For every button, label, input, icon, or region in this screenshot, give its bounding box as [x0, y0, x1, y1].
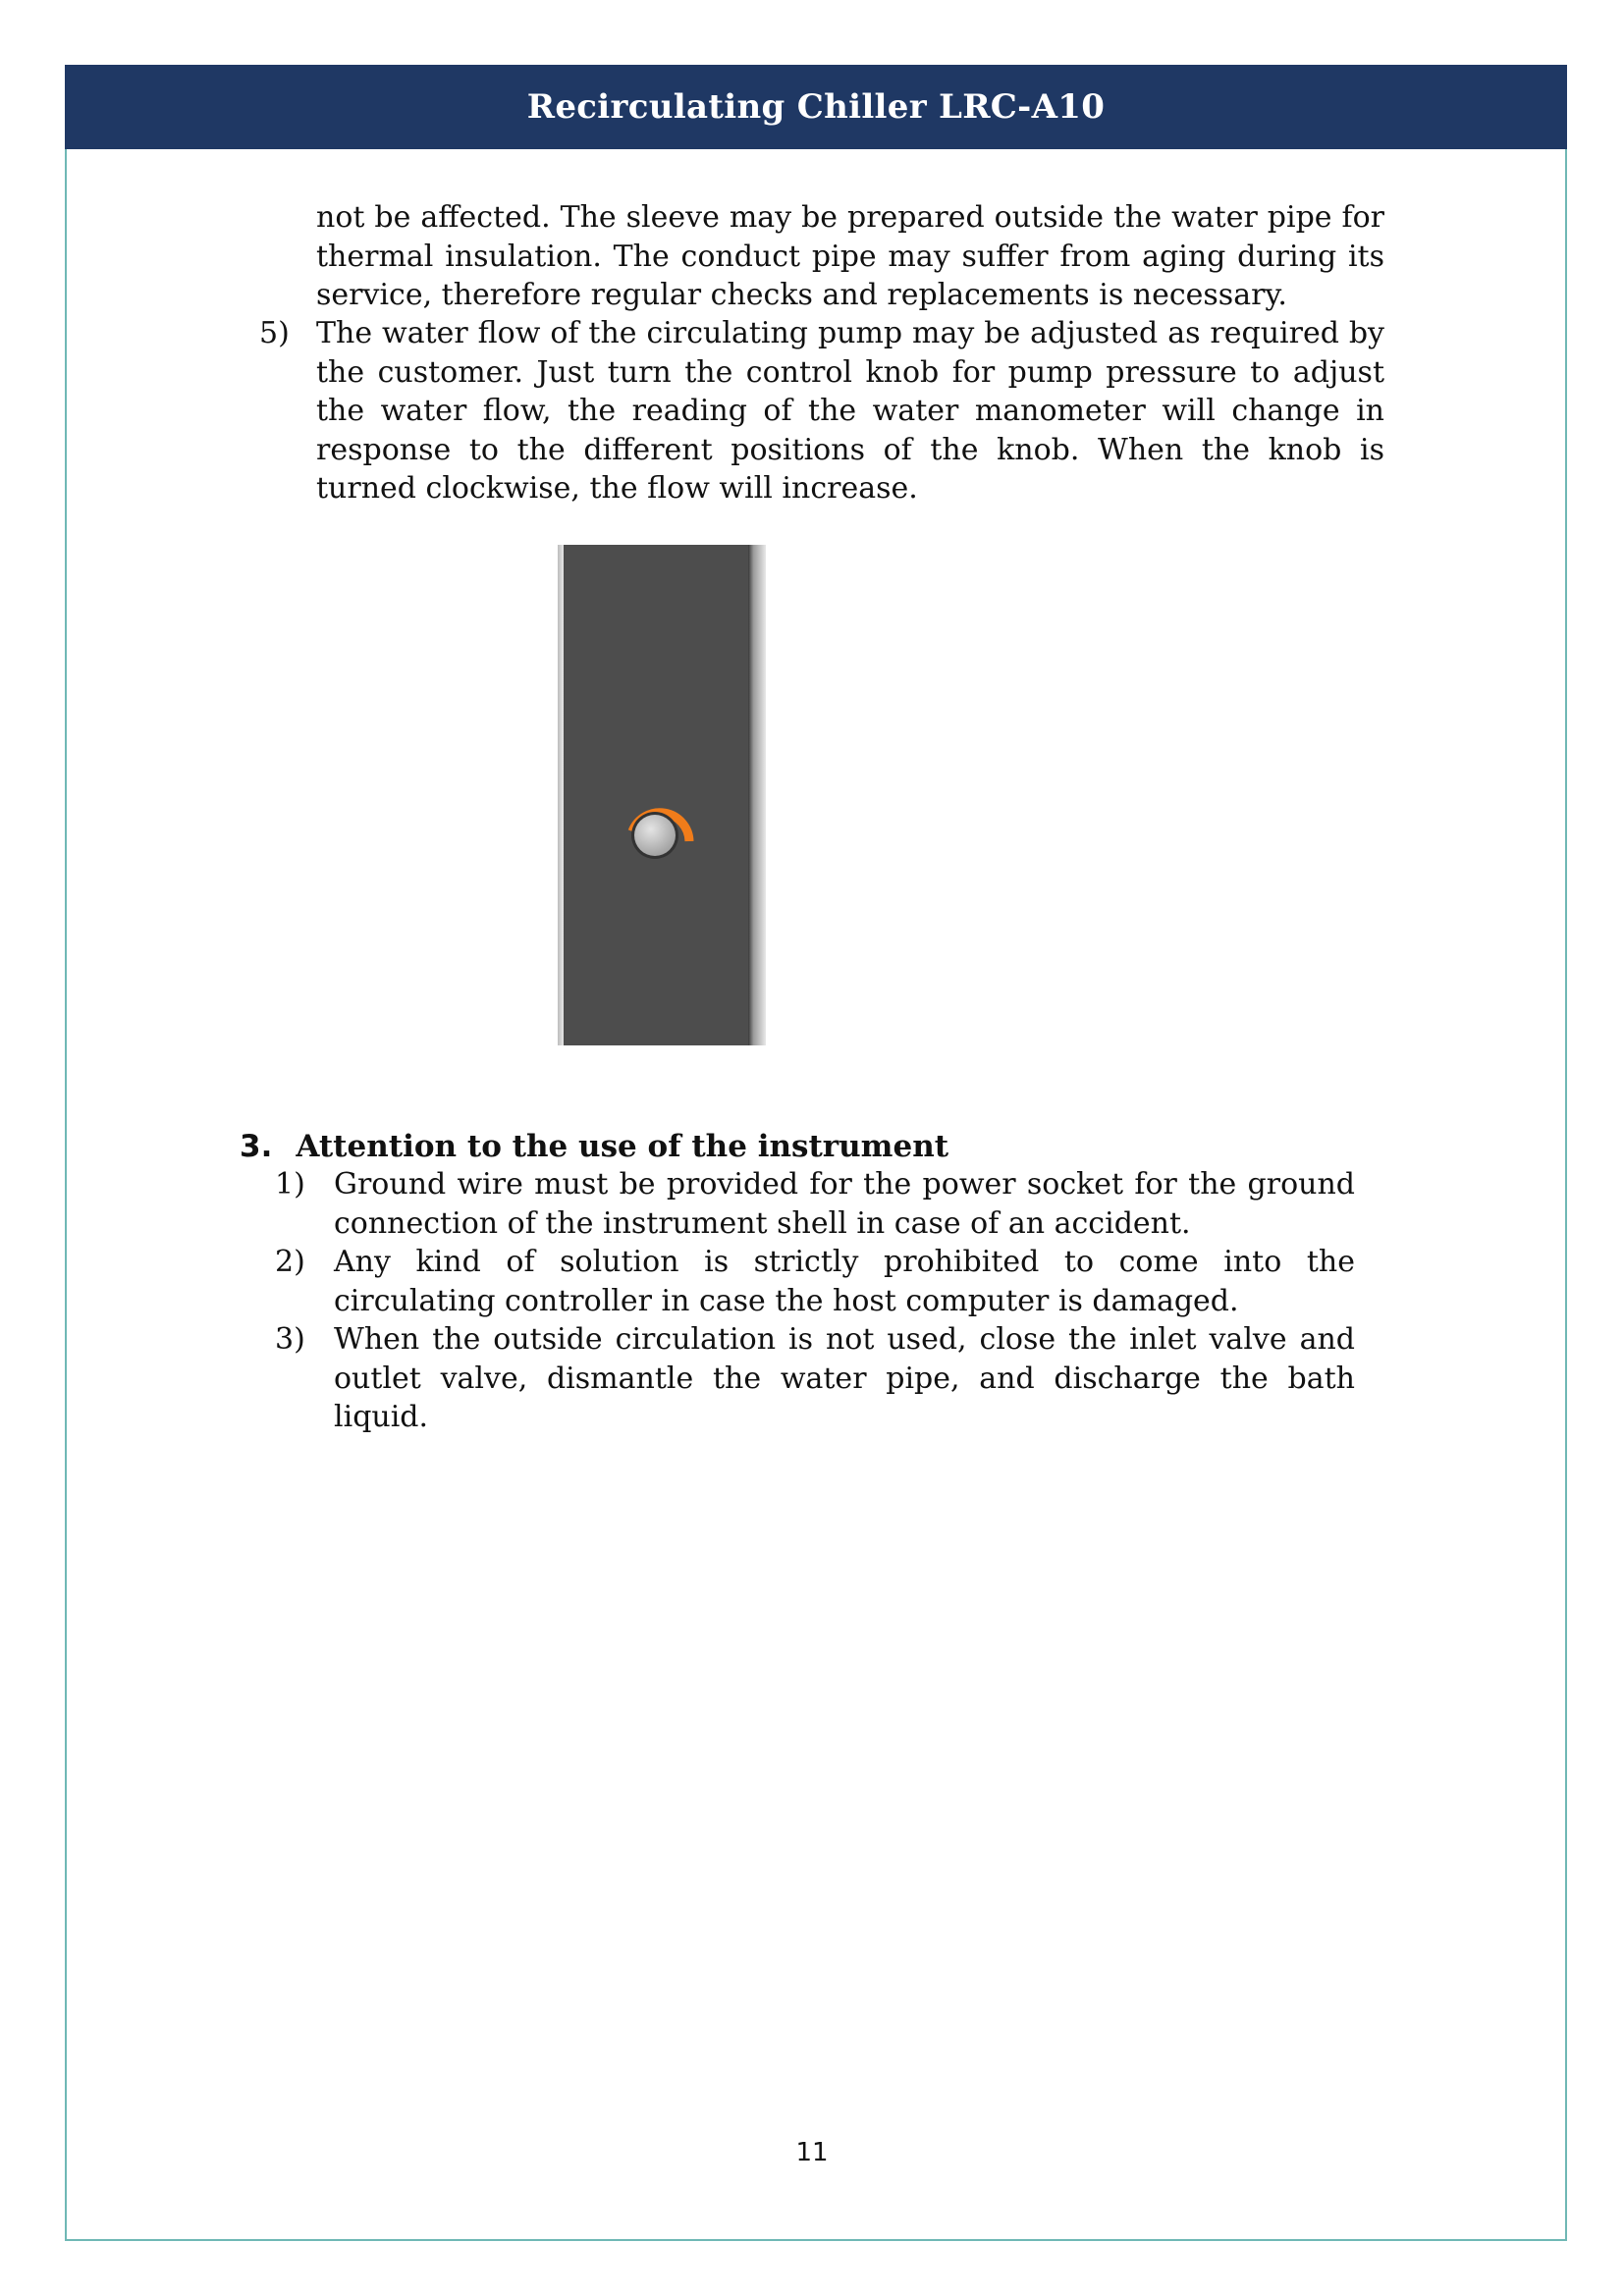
list-number: 2)	[275, 1245, 305, 1279]
list-item-text: When the outside circulation is not used, close the inlet valve and outlet valve, dismantle the water pipe, and discharge the bath liquid.	[334, 1322, 1355, 1434]
continued-paragraph: not be affected. The sleeve may be prepared outside the water pipe for thermal insulation. The conduct pipe may suffer from aging during its service, therefore regular checks and replacements is necessary.	[316, 200, 1384, 312]
pump-knob-illustration	[558, 545, 766, 1045]
panel-right-edge	[748, 545, 766, 1045]
list-number-5: 5)	[259, 316, 290, 350]
panel-left-edge	[558, 545, 564, 1045]
list-item-text: Ground wire must be provided for the power socket for the ground connection of the instrument shell in case of an accident.	[334, 1167, 1355, 1241]
section-number: 3.	[240, 1129, 273, 1164]
list-number: 3)	[275, 1322, 305, 1357]
pump-pressure-knob-figure	[558, 545, 766, 1045]
list-item-text: Any kind of solution is strictly prohibited to come into the circulating controller in case the host computer is damaged.	[334, 1245, 1355, 1318]
page-number: 11	[795, 2138, 829, 2167]
section-title: Attention to the use of the instrument	[296, 1129, 949, 1164]
page-header	[65, 65, 1567, 149]
panel-face	[564, 545, 748, 1045]
list-number: 1)	[275, 1167, 305, 1201]
list-item-5-text: The water flow of the circulating pump may be adjusted as required by the customer. Just turn the control knob for pump pressure to adjust the water flow, the reading of the water manometer will change in response to the different positions of the knob. When the knob is turned clockwise, the flow will increase.	[316, 316, 1384, 506]
document-title: Recirculating Chiller LRC-A10	[526, 87, 1106, 127]
section-3-heading	[240, 1127, 948, 1166]
